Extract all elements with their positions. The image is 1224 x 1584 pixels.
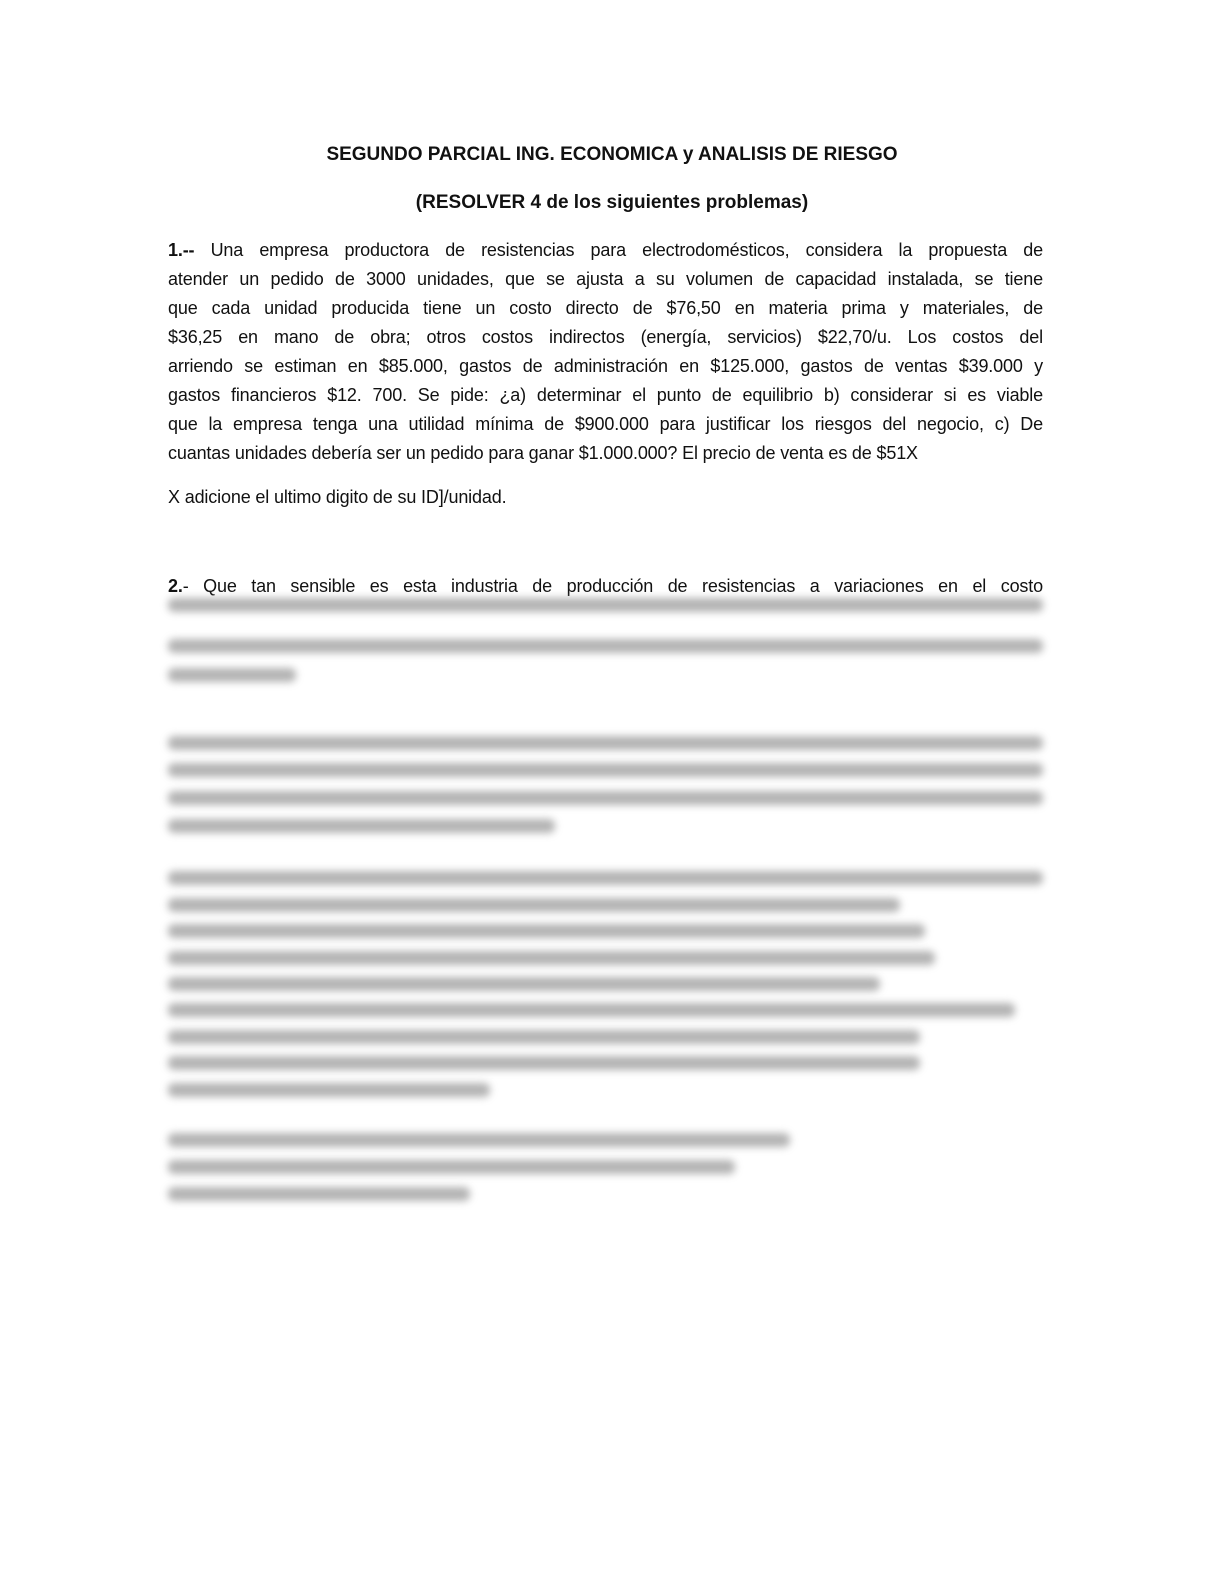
problem-1-line [168,238,1043,262]
blurred-text [168,898,900,912]
problem-1-line: que la empresa tenga una utilidad mínima de $900.000 para justificar los riesgos del negocio, c) De [168,414,1043,434]
blurred-text [168,951,935,965]
problem-2-number: 2. [168,576,183,596]
problem-1-note: X adicione el ultimo digito de su ID]/unidad. [168,487,507,507]
blurred-text [168,1056,920,1070]
document-title: SEGUNDO PARCIAL ING. ECONOMICA y ANALISIS DE RIESGO [326,144,898,165]
problem-1-line: que cada unidad producida tiene un costo directo de $76,50 en materia prima y materiales, de [168,298,1043,318]
blurred-text [168,668,296,682]
blurred-text [168,1003,1015,1017]
problem-1-line: $36,25 en mano de obra; otros costos indirectos (energía, servicios) $22,70/u. Los costos del [168,327,1043,347]
problem-1-text: Una empresa productora de resistencias para electrodomésticos, considera la propuesta de [194,240,1043,260]
problem-1-line: atender un pedido de 3000 unidades, que se ajusta a su volumen de capacidad instalada, se tiene [168,269,1043,289]
problem-1-number: 1.-- [168,240,195,260]
blurred-text [168,1083,490,1097]
blurred-text [168,924,925,938]
problem-2-line [168,574,1043,598]
document-subtitle: (RESOLVER 4 de los siguientes problemas) [415,192,809,213]
problem-1-line: arriendo se estiman en $85.000, gastos de administración en $125.000, gastos de ventas $39.000 y [168,356,1043,376]
problem-1-line: cuantas unidades debería ser un pedido para ganar $1.000.000? El precio de venta es de $51X [168,443,918,463]
blurred-text [168,871,1043,885]
blurred-text [168,1160,735,1174]
blurred-text [168,763,1043,777]
problem-1-line: gastos financieros $12. 700. Se pide: ¿a) determinar el punto de equilibrio b) considerar si es viable [168,385,1043,405]
blurred-text [168,736,1043,750]
blurred-text [168,977,880,991]
blurred-text [168,1133,790,1147]
blurred-text [168,1030,920,1044]
blurred-text [168,639,1043,653]
blurred-text [168,598,1043,612]
blurred-text [168,819,555,833]
problem-2-text: - Que tan sensible es esta industria de producción de resistencias a variaciones en el costo [182,576,1043,596]
blurred-text [168,1187,470,1201]
blurred-text [168,791,1043,805]
